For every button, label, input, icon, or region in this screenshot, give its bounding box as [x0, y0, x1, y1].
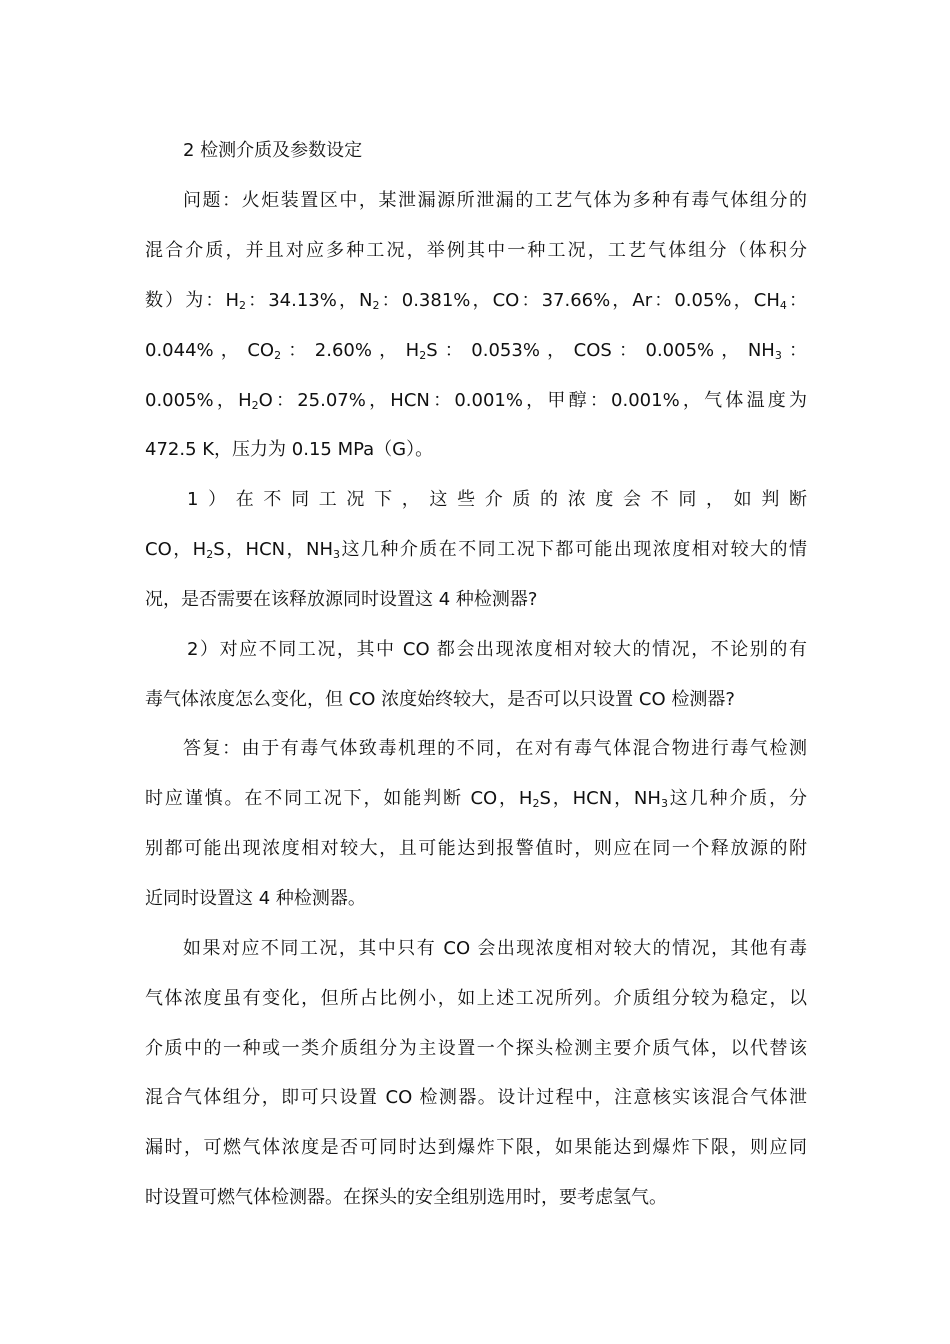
answer-line: 答复：由于有毒气体致毒机理的不同，在对有毒气体混合物进行毒气检测: [183, 738, 807, 759]
section-title: 2 检测介质及参数设定: [183, 140, 363, 161]
paragraph-line: 如果对应不同工况，其中只有 CO 会出现浓度相对较大的情况，其他有毒: [183, 938, 807, 959]
question-line: 问题：火炬装置区中，某泄漏源所泄漏的工艺气体为多种有毒气体组分的: [183, 190, 807, 211]
sub-question-1-line: 况，是否需要在该释放源同时设置这 4 种检测器?: [145, 589, 538, 610]
answer-line: 近同时设置这 4 种检测器。: [145, 888, 366, 909]
paragraph-line: 时设置可燃气体检测器。在探头的安全组别选用时，要考虑氢气。: [145, 1187, 667, 1208]
sub-question-1-line: CO，$H_2S$，HCN，$NH_3$这几种介质在不同工况下都可能出现浓度相对较大的情: [145, 539, 807, 561]
question-line: 混合介质，并且对应多种工况，举例其中一种工况，工艺气体组分（体积分: [145, 240, 807, 261]
question-line: 0.005%，$H_2O$：25.07%，HCN：0.001%，甲醇：0.001%，气体温度为: [145, 390, 807, 412]
answer-line: 别都可能出现浓度相对较大，且可能达到报警值时，则应在同一个释放源的附: [145, 838, 807, 859]
paragraph-line: 气体浓度虽有变化，但所占比例小，如上述工况所列。介质组分较为稳定，以: [145, 988, 807, 1009]
sub-question-1-line: 1）在不同工况下，这些介质的浓度会不同，如判断: [187, 489, 807, 510]
paragraph-line: 介质中的一种或一类介质组分为主设置一个探头检测主要介质气体，以代替该: [145, 1038, 807, 1059]
question-line: 0.044% ， $CO_2$ ： 2.60% ， $H_2S$ ： 0.053% ， COS ： 0.005% ， $NH_3$ ：: [145, 340, 807, 362]
sub-question-2-line: 2）对应不同工况，其中 CO 都会出现浓度相对较大的情况，不论别的有: [187, 639, 807, 660]
answer-line: 时应谨慎。在不同工况下，如能判断 CO，$H_2S$，HCN，$NH_3$这几种介质，分: [145, 788, 807, 810]
sub-question-2-line: 毒气体浓度怎么变化，但 CO 浓度始终较大，是否可以只设置 CO 检测器?: [145, 689, 735, 710]
question-line: 数）为：$H_2$：34.13%，$N_2$：0.381%，CO：37.66%，Ar：0.05%，$CH_4$：: [145, 290, 807, 312]
question-line: 472.5 K，压力为 0.15 MPa（G）。: [145, 439, 434, 460]
paragraph-line: 混合气体组分，即可只设置 CO 检测器。设计过程中，注意核实该混合气体泄: [145, 1087, 807, 1108]
paragraph-line: 漏时，可燃气体浓度是否可同时达到爆炸下限，如果能达到爆炸下限，则应同: [145, 1137, 807, 1158]
